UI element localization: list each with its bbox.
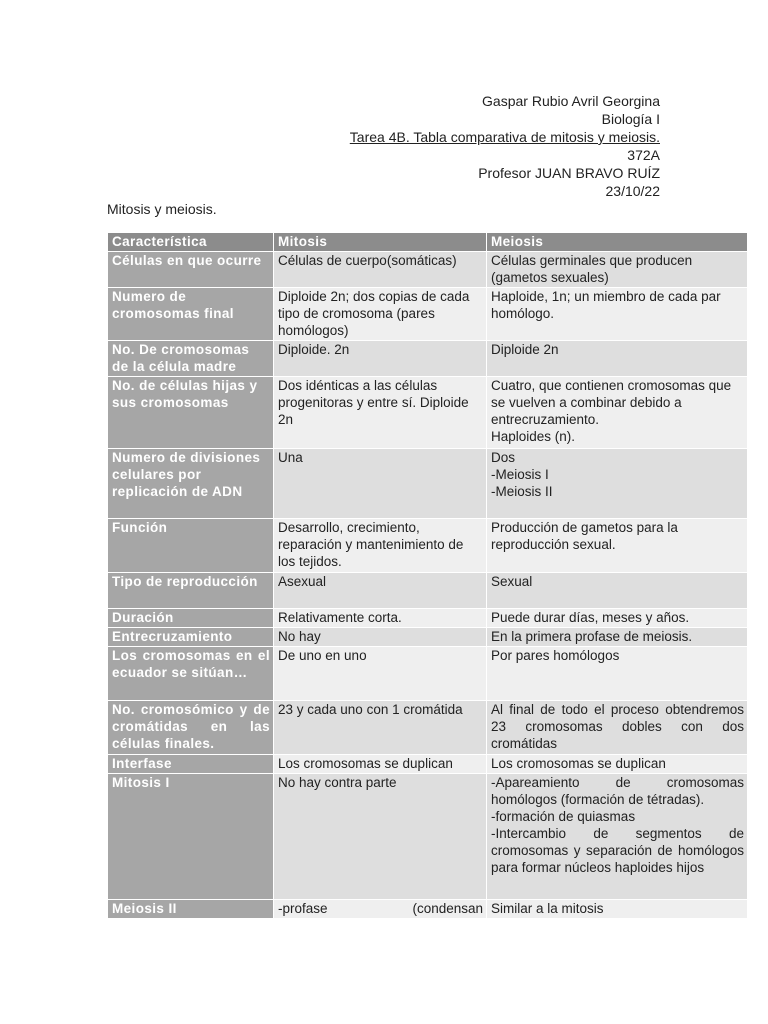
comparison-table [107, 232, 748, 919]
header-mitosis: Mitosis [274, 233, 487, 252]
mitosis-cell: Asexual [274, 573, 487, 609]
mitosis-cell: Diploide 2n; dos copias de cada tipo de cromosoma (pares homólogos) [274, 288, 487, 341]
meiosis-cell: Sexual [487, 573, 748, 609]
meiosis-line: -Meiosis II [491, 484, 553, 499]
meiosis-cell: Los cromosomas se duplican [487, 755, 748, 774]
table-row [108, 449, 748, 519]
table-row [108, 609, 748, 628]
meiosis-cell: Producción de gametos para la reproducción sexual. [487, 519, 748, 573]
header-caracteristica: Característica [108, 233, 274, 252]
subject: Biología I [601, 111, 660, 127]
row-key: Numero de divisiones celulares por replicación de ADN [108, 449, 274, 519]
meiosis-cell: En la primera profase de meiosis. [487, 628, 748, 647]
table-row [108, 774, 748, 900]
mitosis-cell: Los cromosomas se duplican [274, 755, 487, 774]
mitosis-cell: No hay contra parte [274, 774, 487, 900]
meiosis-cell [487, 774, 748, 900]
meiosis-line: Cuatro, que contienen cromosomas que se vuelven a combinar debido a entrecruzamiento. [491, 378, 732, 427]
row-key: Función [108, 519, 274, 573]
meiosis-cell: Puede durar días, meses y años. [487, 609, 748, 628]
row-key: Células en que ocurre [108, 252, 274, 288]
mitosis-cell: No hay [274, 628, 487, 647]
meiosis-cell: Diploide 2n [487, 341, 748, 377]
table-row [108, 755, 748, 774]
table-header-row [108, 233, 748, 252]
table-row [108, 341, 748, 377]
row-key: No. cromosómico y de cromátidas en las células finales. [108, 701, 274, 755]
meiosis-cell: Por pares homólogos [487, 647, 748, 701]
table-row [108, 900, 748, 919]
meiosis-line: -formación de quiasmas [491, 809, 636, 824]
table-row [108, 647, 748, 701]
date: 23/10/22 [605, 183, 660, 199]
student-name: Gaspar Rubio Avril Georgina [482, 93, 660, 109]
meiosis-line: Haploides (n). [491, 429, 576, 444]
meiosis-line: -Intercambio de segmentos de cromosomas y separación de homólogos para formar núcleos haploides hijos [491, 826, 744, 875]
meiosis-cell: Haploide, 1n; un miembro de cada par homólogo. [487, 288, 748, 341]
table-row [108, 519, 748, 573]
table-row [108, 628, 748, 647]
professor: Profesor JUAN BRAVO RUÍZ [478, 165, 660, 181]
table-row [108, 573, 748, 609]
row-key: Los cromosomas en el ecuador se sitúan… [108, 647, 274, 701]
row-key: Meiosis II [108, 900, 274, 919]
mitosis-cell: Células de cuerpo(somáticas) [274, 252, 487, 288]
row-key: No. de células hijas y sus cromosomas [108, 377, 274, 449]
meiosis-cell: Al final de todo el proceso obtendremos 23 cromosomas dobles con dos cromátidas [487, 701, 748, 755]
mitosis-cell: Diploide. 2n [274, 341, 487, 377]
row-key: No. De cromosomas de la célula madre [108, 341, 274, 377]
table-row [108, 288, 748, 341]
group: 372A [627, 147, 660, 163]
meiosis-cell: Células germinales que producen (gametos sexuales) [487, 252, 748, 288]
mitosis-cell: Relativamente corta. [274, 609, 487, 628]
meiosis-line: -Apareamiento de cromosomas homólogos (formación de tétradas). [491, 775, 744, 807]
row-key: Duración [108, 609, 274, 628]
row-key: Interfase [108, 755, 274, 774]
mitosis-cell: -profase (condensan [274, 900, 487, 919]
meiosis-line: -Meiosis I [491, 467, 549, 482]
mitosis-cell: De uno en uno [274, 647, 487, 701]
mitosis-cell: Una [274, 449, 487, 519]
row-key: Numero de cromosomas final [108, 288, 274, 341]
mitosis-cell: Dos idénticas a las células progenitoras y entre sí. Diploide 2n [274, 377, 487, 449]
mitosis-cell: Desarrollo, crecimiento, reparación y mantenimiento de los tejidos. [274, 519, 487, 573]
table-row [108, 701, 748, 755]
row-key: Entrecruzamiento [108, 628, 274, 647]
row-key: Tipo de reproducción [108, 573, 274, 609]
table-row [108, 377, 748, 449]
table-row [108, 252, 748, 288]
task-title: Tarea 4B. Tabla comparativa de mitosis y meiosis. [349, 129, 660, 145]
meiosis-cell [487, 449, 748, 519]
mitosis-cell: 23 y cada uno con 1 cromátida [274, 701, 487, 755]
meiosis-cell [487, 377, 748, 449]
intro-text: Mitosis y meiosis. [107, 201, 217, 217]
meiosis-cell: Similar a la mitosis [487, 900, 748, 919]
header-meiosis: Meiosis [487, 233, 748, 252]
row-key: Mitosis I [108, 774, 274, 900]
document-header [240, 92, 660, 200]
meiosis-line: Dos [491, 450, 516, 465]
